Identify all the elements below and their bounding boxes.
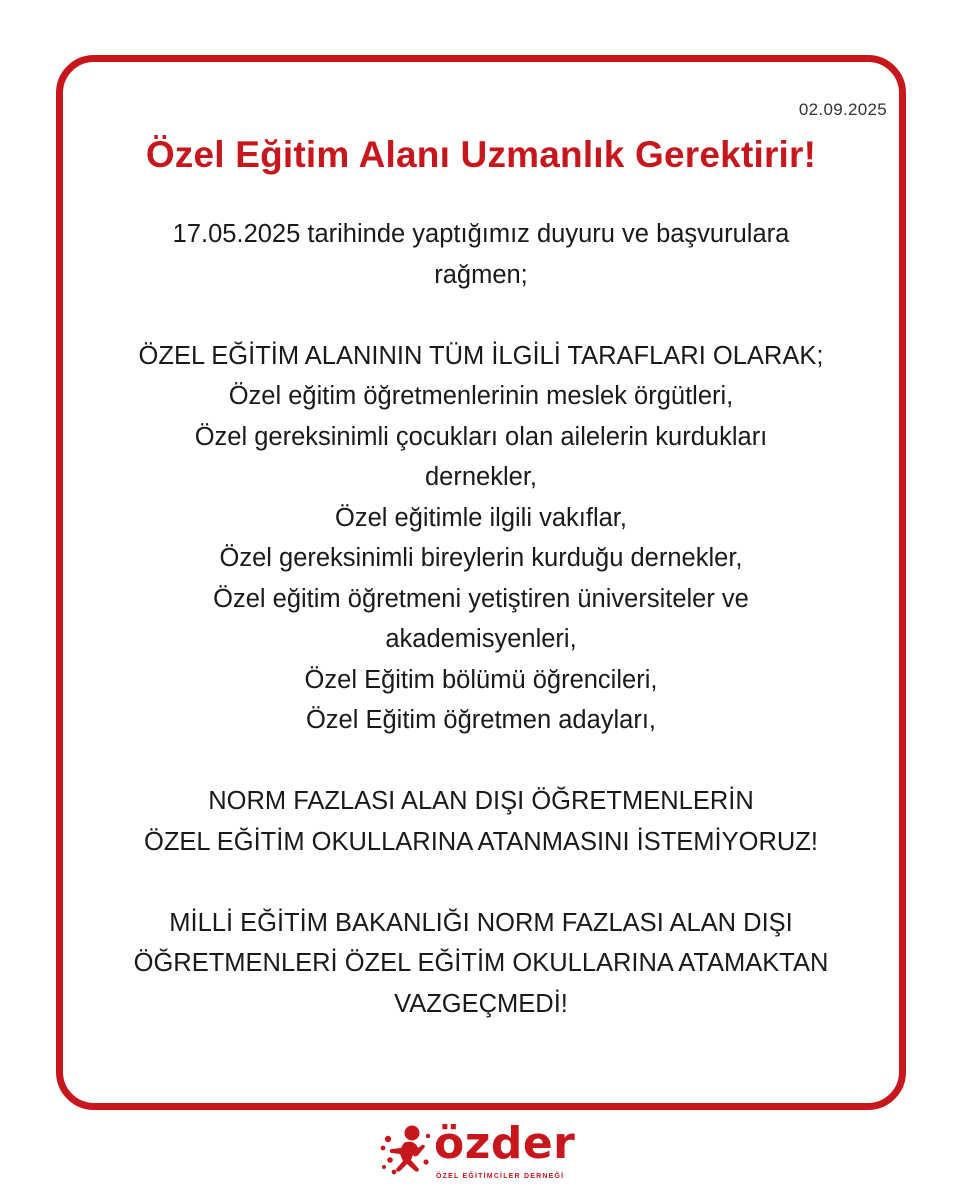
paragraph-gap bbox=[93, 741, 869, 782]
notice-card bbox=[56, 55, 906, 1110]
notice-title: Özel Eğitim Alanı Uzmanlık Gerektirir! bbox=[145, 134, 817, 175]
child-figure-icon bbox=[378, 1124, 432, 1176]
logo-wordmark: özder bbox=[434, 1118, 576, 1169]
body-line: MİLLİ EĞİTİM BAKANLIĞI NORM FAZLASI ALAN DIŞI bbox=[169, 908, 793, 937]
body-line: NORM FAZLASI ALAN DIŞI ÖĞRETMENLERİN bbox=[208, 787, 754, 815]
body-line: Özel eğitimle ilgili vakıflar, bbox=[335, 503, 627, 532]
body-line: Özel Eğitim öğretmen adayları, bbox=[305, 706, 657, 734]
paragraph-gap bbox=[93, 295, 869, 336]
body-line: Özel gereksinimli çocukları olan ailelerin kurdukları bbox=[194, 422, 768, 451]
body-line: Özel Eğitim bölümü öğrencileri, bbox=[304, 665, 658, 694]
body-line: ÖĞRETMENLERİ ÖZEL EĞİTİM OKULLARINA ATAMAKTAN bbox=[133, 949, 829, 977]
ozder-logo bbox=[378, 1118, 588, 1182]
body-line: ÖZEL EĞİTİM ALANININ TÜM İLGİLİ TARAFLARI OLARAK; bbox=[138, 341, 824, 370]
body-line: dernekler, bbox=[425, 463, 537, 491]
body-line: Özel eğitim öğretmenlerinin meslek örgütleri, bbox=[228, 382, 734, 410]
notice-body bbox=[93, 214, 869, 1024]
notice-date: 02.09.2025 bbox=[798, 100, 887, 119]
body-line: rağmen; bbox=[434, 260, 528, 289]
body-line: Özel eğitim öğretmeni yetiştiren üniversiteler ve bbox=[213, 584, 749, 613]
body-line: 17.05.2025 tarihinde yaptığımız duyuru ve başvurulara bbox=[172, 220, 790, 248]
body-line: akademisyenleri, bbox=[385, 625, 577, 653]
body-line: ÖZEL EĞİTİM OKULLARINA ATANMASINI İSTEMİYORUZ! bbox=[144, 827, 818, 856]
logo-subtitle: ÖZEL EĞİTİMCİLER DERNEĞİ bbox=[436, 1173, 565, 1180]
paragraph-gap bbox=[93, 862, 869, 903]
body-line: Özel gereksinimli bireylerin kurduğu dernekler, bbox=[219, 544, 743, 572]
body-line: VAZGEÇMEDİ! bbox=[394, 989, 568, 1018]
